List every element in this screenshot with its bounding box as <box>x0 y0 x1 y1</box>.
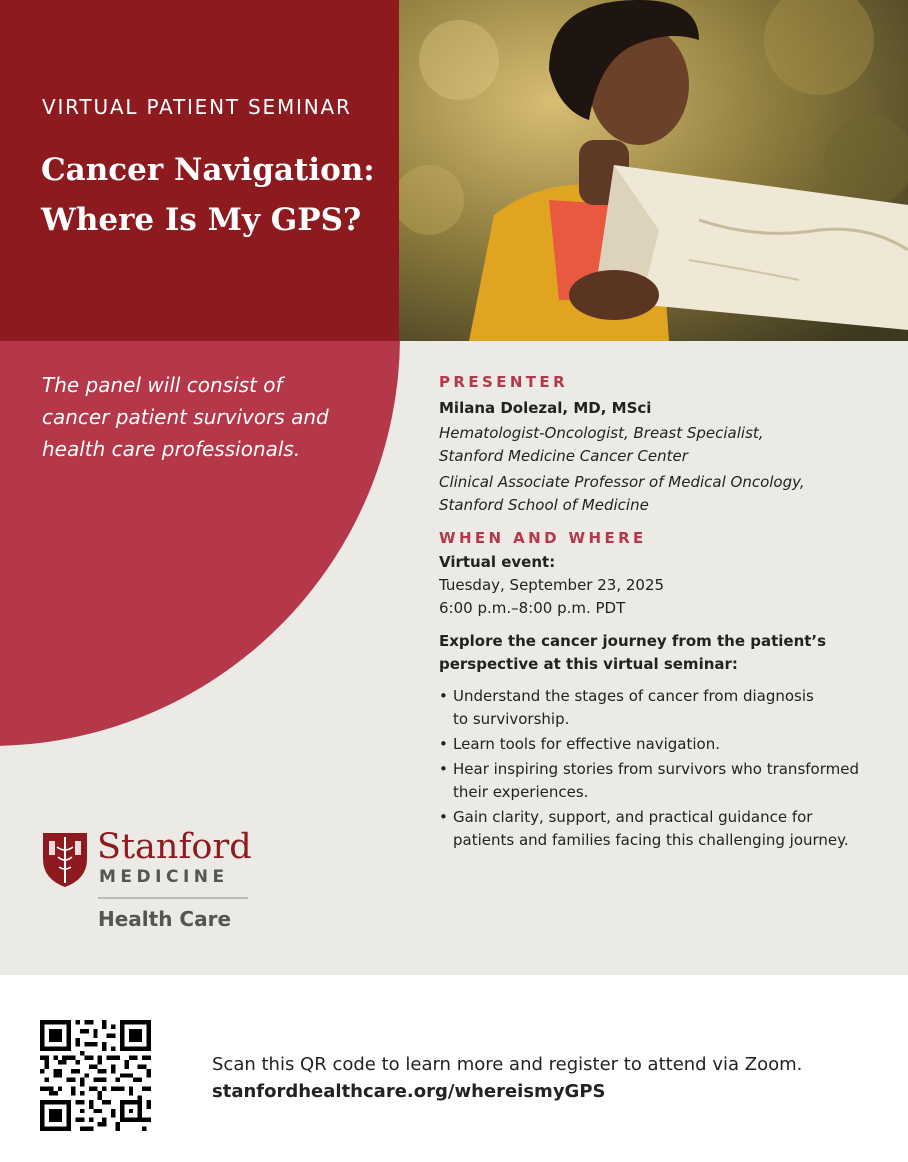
qr-code-icon[interactable] <box>40 1020 151 1131</box>
list-item <box>439 758 879 804</box>
scan-instructions: Scan this QR code to learn more and register to attend via Zoom. <box>212 1054 803 1075</box>
tagline-line-1: The panel will consist of <box>42 373 283 397</box>
bullet-glyph: • <box>439 760 448 778</box>
when-where-heading: WHEN AND WHERE <box>439 529 647 547</box>
list-item-line: patients and families facing this challenging journey. <box>453 831 849 849</box>
title-line-1: Cancer Navigation: <box>41 152 375 188</box>
tagline <box>42 369 362 465</box>
stanford-medicine-logo <box>41 829 261 939</box>
benefit-list <box>439 685 879 852</box>
tagline-line-3: health care professionals. <box>42 437 301 461</box>
logo-divider <box>98 897 248 899</box>
list-item-line: Gain clarity, support, and practical guidance for <box>453 808 813 826</box>
event-time: 6:00 p.m.–8:00 p.m. PDT <box>439 599 626 617</box>
registration-info <box>212 1051 802 1105</box>
logo-unit: Health Care <box>98 907 232 931</box>
event-details <box>439 373 879 854</box>
presenter-role-2 <box>439 471 879 517</box>
list-item <box>439 685 879 731</box>
when-where-block <box>439 551 879 620</box>
role-2-line-2: Stanford School of Medicine <box>439 496 649 514</box>
presenter-heading: PRESENTER <box>439 373 569 391</box>
logo-subtitle: MEDICINE <box>99 867 229 887</box>
explore-line-2: perspective at this virtual seminar: <box>439 655 738 673</box>
list-item-line: Hear inspiring stories from survivors who transformed <box>453 760 859 778</box>
title-line-2: Where Is My GPS? <box>41 202 362 238</box>
event-date: Tuesday, September 23, 2025 <box>439 576 665 594</box>
list-item-line: Learn tools for effective navigation. <box>453 735 720 753</box>
role-2-line-1: Clinical Associate Professor of Medical Oncology, <box>439 473 805 491</box>
hero-photo-illustration <box>399 0 908 341</box>
role-1-line-2: Stanford Medicine Cancer Center <box>439 447 688 465</box>
presenter-name: Milana Dolezal, MD, MSci <box>439 399 652 417</box>
registration-link[interactable]: stanfordhealthcare.org/whereismyGPS <box>212 1081 606 1102</box>
explore-line-1: Explore the cancer journey from the patient’s <box>439 632 827 650</box>
bullet-glyph: • <box>439 735 448 753</box>
event-title <box>41 145 386 245</box>
tagline-line-2: cancer patient survivors and <box>42 405 329 429</box>
title-panel <box>0 0 399 341</box>
bullet-glyph: • <box>439 687 448 705</box>
logo-wordmark: Stanford <box>97 827 252 867</box>
shield-icon <box>41 831 89 889</box>
bullet-glyph: • <box>439 808 448 826</box>
event-type: Virtual event: <box>439 553 556 571</box>
presenter-role-1 <box>439 422 879 468</box>
event-eyebrow: VIRTUAL PATIENT SEMINAR <box>42 95 352 119</box>
role-1-line-1: Hematologist-Oncologist, Breast Specialist, <box>439 424 764 442</box>
explore-intro <box>439 630 879 676</box>
list-item <box>439 806 879 852</box>
list-item-line: their experiences. <box>453 783 589 801</box>
hero-photo <box>399 0 908 341</box>
list-item-line: to survivorship. <box>453 710 570 728</box>
list-item-line: Understand the stages of cancer from diagnosis <box>453 687 814 705</box>
list-item <box>439 733 879 756</box>
